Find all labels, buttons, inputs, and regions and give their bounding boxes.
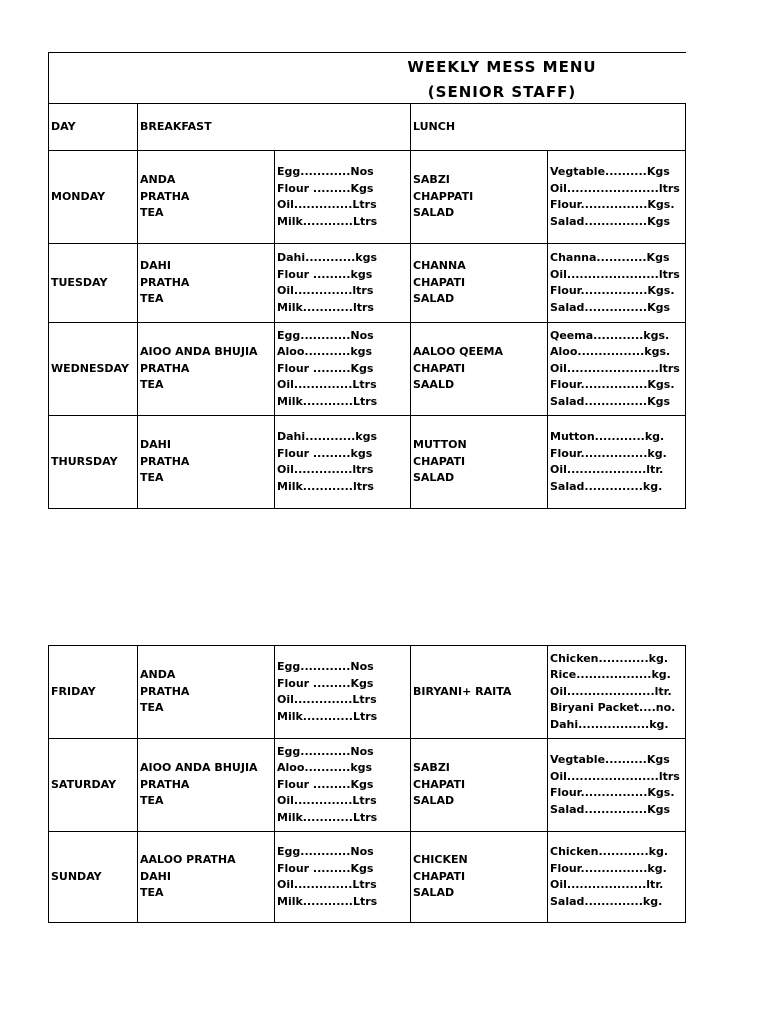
breakfast-items-line: PRATHA <box>140 454 190 468</box>
breakfast-quantities-line: Oil..............ltrs <box>277 463 374 476</box>
day-row <box>49 646 686 739</box>
breakfast-quantities <box>275 244 411 323</box>
lunch-quantities <box>548 739 686 832</box>
lunch-quantities-line: Flour................kg. <box>550 861 667 875</box>
breakfast-items-line: TEA <box>140 886 164 900</box>
breakfast-quantities-line: Flour .........kgs <box>277 446 373 460</box>
lunch-items <box>411 739 548 832</box>
lunch-quantities-line: Qeema............kgs. <box>550 328 670 342</box>
breakfast-quantities-line: Milk............Ltrs <box>277 709 378 723</box>
lunch-items-line: SALAD <box>413 292 455 306</box>
lunch-quantities-line: Channa............Kgs <box>550 251 670 264</box>
breakfast-quantities-line: Aloo...........kgs <box>277 345 373 359</box>
breakfast-items-line: AIOO ANDA BHUJIA <box>140 345 258 359</box>
breakfast-items-line: DAHI <box>140 438 171 452</box>
lunch-quantities <box>548 646 686 739</box>
breakfast-items-line: TEA <box>140 378 164 392</box>
breakfast-quantities <box>275 416 411 509</box>
breakfast-items-line: TEA <box>140 292 164 306</box>
lunch-items-line: CHANNA <box>413 259 466 273</box>
lunch-items-line: SALAD <box>413 206 455 220</box>
lunch-quantities-line: Dahi.................kg. <box>550 717 669 731</box>
day-name: MONDAY <box>49 151 138 244</box>
lunch-quantities-line: Flour................Kgs. <box>550 786 675 799</box>
title-row <box>49 53 686 104</box>
day-name: WEDNESDAY <box>49 323 138 416</box>
day-row <box>49 832 686 923</box>
lunch-items-line: BIRYANI+ RAITA <box>413 684 512 698</box>
breakfast-quantities-line: Oil..............Ltrs <box>277 878 377 891</box>
breakfast-items-line: TEA <box>140 206 164 220</box>
breakfast-items <box>138 416 275 509</box>
breakfast-quantities-line: Oil..............ltrs <box>277 284 374 297</box>
day-row <box>49 739 686 832</box>
lunch-quantities-line: Salad..............kg. <box>550 479 663 493</box>
day-row <box>49 416 686 509</box>
day-name: TUESDAY <box>49 244 138 323</box>
breakfast-items <box>138 244 275 323</box>
breakfast-items-line: PRATHA <box>140 275 190 289</box>
breakfast-quantities-line: Oil..............Ltrs <box>277 794 377 808</box>
breakfast-quantities-line: Flour .........kgs <box>277 267 373 281</box>
breakfast-items-line: PRATHA <box>140 361 190 375</box>
breakfast-items-line: TEA <box>140 701 164 715</box>
title-cell <box>49 53 686 104</box>
lunch-items-line: CHAPATI <box>413 777 466 791</box>
lunch-items-line: CHAPATI <box>413 454 466 468</box>
breakfast-quantities-line: Flour .........Kgs <box>277 361 374 375</box>
day-name: FRIDAY <box>49 646 138 739</box>
lunch-quantities <box>548 151 686 244</box>
breakfast-quantities-line: Flour .........Kgs <box>277 861 374 875</box>
breakfast-quantities-line: Egg............Nos <box>277 744 374 758</box>
lunch-quantities <box>548 323 686 416</box>
breakfast-quantities-line: Flour .........Kgs <box>277 181 374 195</box>
title-line-1: WEEKLY MESS MENU <box>407 58 597 76</box>
title-line-2: (SENIOR STAFF) <box>427 83 577 101</box>
breakfast-items <box>138 323 275 416</box>
breakfast-header: BREAKFAST <box>138 104 411 151</box>
breakfast-quantities-line: Milk............ltrs <box>277 300 374 314</box>
lunch-quantities <box>548 416 686 509</box>
breakfast-quantities <box>275 832 411 923</box>
lunch-items-line: MUTTON <box>413 438 467 452</box>
breakfast-items <box>138 151 275 244</box>
lunch-quantities-line: Salad...............Kgs <box>550 300 671 314</box>
lunch-quantities-line: Biryani Packet....no. <box>550 701 676 715</box>
lunch-quantities-line: Salad...............Kgs <box>550 394 671 408</box>
breakfast-quantities-line: Aloo...........kgs <box>277 761 373 775</box>
breakfast-items-line: ANDA <box>140 173 176 187</box>
lunch-quantities-line: Salad...............Kgs <box>550 214 671 228</box>
lunch-items-line: CHAPATI <box>413 869 466 883</box>
weekly-menu-body-bottom <box>49 646 686 923</box>
header-row <box>49 104 686 151</box>
lunch-items-line: SABZI <box>413 761 450 775</box>
breakfast-quantities-line: Oil..............Ltrs <box>277 693 377 706</box>
lunch-quantities-line: Oil......................ltrs <box>550 267 680 281</box>
lunch-quantities-line: Oil.....................ltr. <box>550 684 672 698</box>
breakfast-items <box>138 646 275 739</box>
lunch-items-line: SALAD <box>413 471 455 485</box>
breakfast-items-line: TEA <box>140 471 164 485</box>
breakfast-items-line: TEA <box>140 794 164 808</box>
weekly-menu-table-bottom <box>48 645 686 923</box>
breakfast-items-line: PRATHA <box>140 189 190 203</box>
breakfast-quantities-line: Egg............Nos <box>277 845 374 858</box>
lunch-quantities-line: Mutton............kg. <box>550 430 665 443</box>
lunch-quantities-line: Flour................Kgs. <box>550 198 675 211</box>
lunch-quantities-line: Chicken............kg. <box>550 845 669 858</box>
lunch-quantities-line: Flour................kg. <box>550 446 667 460</box>
page-title <box>332 55 672 104</box>
lunch-quantities-line: Oil......................ltrs <box>550 361 680 375</box>
weekly-menu-body-top <box>49 53 686 509</box>
breakfast-quantities-line: Milk............Ltrs <box>277 894 378 908</box>
lunch-quantities-line: Oil......................ltrs <box>550 769 680 783</box>
breakfast-items-line: DAHI <box>140 259 171 273</box>
lunch-quantities <box>548 832 686 923</box>
breakfast-quantities-line: Flour .........Kgs <box>277 676 374 690</box>
lunch-quantities-line: Vegtable..........Kgs <box>550 165 670 178</box>
lunch-quantities-line: Chicken............kg. <box>550 651 669 665</box>
lunch-items-line: SAALD <box>413 378 455 392</box>
lunch-quantities-line: Oil......................ltrs <box>550 181 680 195</box>
breakfast-quantities-line: Milk............Ltrs <box>277 394 378 408</box>
lunch-quantities-line: Oil...................ltr. <box>550 878 664 891</box>
day-row <box>49 151 686 244</box>
breakfast-quantities-line: Dahi............kgs <box>277 430 378 443</box>
lunch-header: LUNCH <box>411 104 686 151</box>
lunch-quantities-line: Flour................Kgs. <box>550 284 675 297</box>
breakfast-quantities-line: Oil..............Ltrs <box>277 198 377 211</box>
lunch-quantities-line: Aloo................kgs. <box>550 345 671 359</box>
breakfast-quantities <box>275 739 411 832</box>
lunch-items-line: AALOO QEEMA <box>413 345 504 359</box>
breakfast-items-line: AALOO PRATHA <box>140 853 236 867</box>
breakfast-items <box>138 739 275 832</box>
breakfast-items-line: ANDA <box>140 668 176 682</box>
lunch-items-line: SALAD <box>413 886 455 900</box>
lunch-items-line: CHAPATI <box>413 361 466 375</box>
day-header: DAY <box>49 104 138 151</box>
breakfast-quantities-line: Oil..............Ltrs <box>277 378 377 392</box>
lunch-quantities-line: Oil...................ltr. <box>550 463 664 476</box>
breakfast-quantities-line: Milk............Ltrs <box>277 214 378 228</box>
breakfast-items-line: PRATHA <box>140 777 190 791</box>
lunch-items-line: CHICKEN <box>413 853 468 867</box>
breakfast-quantities-line: Egg............Nos <box>277 328 374 342</box>
breakfast-quantities-line: Egg............Nos <box>277 660 374 673</box>
breakfast-quantities <box>275 323 411 416</box>
lunch-items <box>411 151 548 244</box>
breakfast-items-line: DAHI <box>140 869 171 883</box>
lunch-quantities-line: Vegtable..........Kgs <box>550 753 670 766</box>
lunch-items-line: CHAPPATI <box>413 189 474 203</box>
breakfast-quantities-line: Flour .........Kgs <box>277 777 374 791</box>
breakfast-quantities-line: Egg............Nos <box>277 165 374 178</box>
lunch-items <box>411 323 548 416</box>
lunch-items-line: SALAD <box>413 794 455 808</box>
lunch-items-line: SABZI <box>413 173 450 187</box>
day-row <box>49 323 686 416</box>
breakfast-quantities-line: Milk............Ltrs <box>277 810 378 824</box>
lunch-quantities-line: Flour................Kgs. <box>550 378 675 392</box>
breakfast-quantities <box>275 151 411 244</box>
lunch-quantities <box>548 244 686 323</box>
lunch-items <box>411 646 548 739</box>
weekly-menu-table-top <box>48 52 686 509</box>
breakfast-items-line: AIOO ANDA BHUJIA <box>140 761 258 775</box>
day-name: SUNDAY <box>49 832 138 923</box>
breakfast-items-line: PRATHA <box>140 684 190 698</box>
lunch-items <box>411 416 548 509</box>
day-row <box>49 244 686 323</box>
breakfast-quantities-line: Dahi............kgs <box>277 251 378 264</box>
lunch-quantities-line: Rice..................kg. <box>550 668 671 682</box>
breakfast-items <box>138 832 275 923</box>
breakfast-quantities-line: Milk............ltrs <box>277 479 374 493</box>
lunch-items <box>411 244 548 323</box>
lunch-quantities-line: Salad..............kg. <box>550 894 663 908</box>
breakfast-quantities <box>275 646 411 739</box>
day-name: THURSDAY <box>49 416 138 509</box>
lunch-items <box>411 832 548 923</box>
lunch-quantities-line: Salad...............Kgs <box>550 802 671 816</box>
day-name: SATURDAY <box>49 739 138 832</box>
lunch-items-line: CHAPATI <box>413 275 466 289</box>
